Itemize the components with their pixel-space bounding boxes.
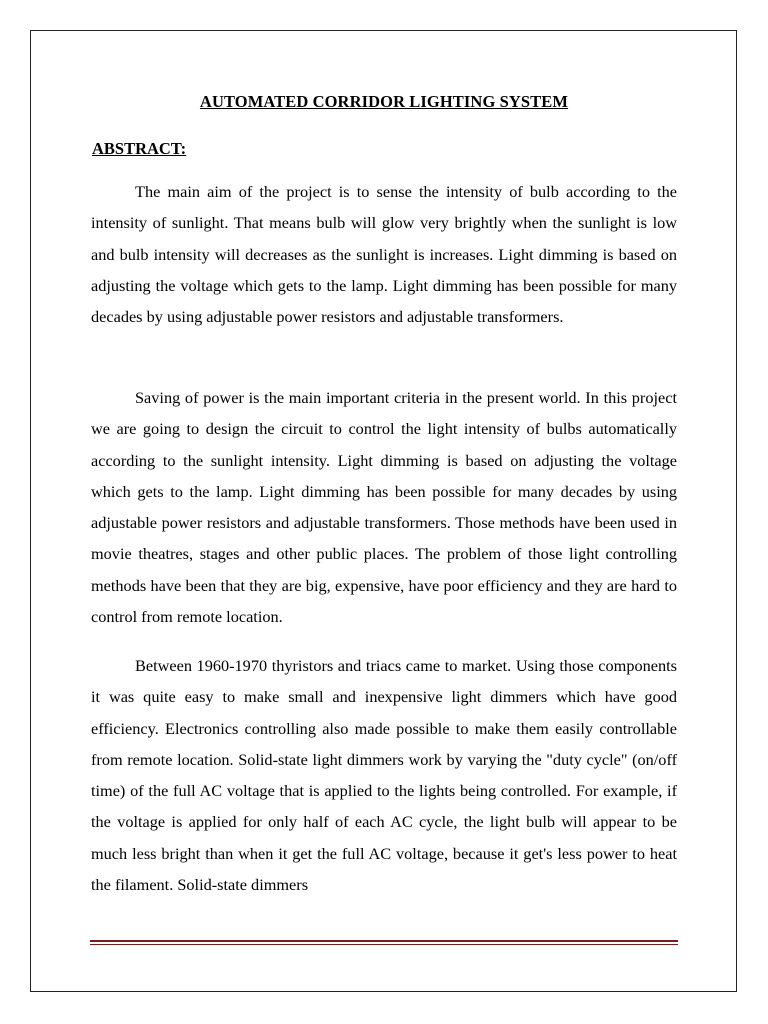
paragraph-3: Between 1960-1970 thyristors and triacs came to market. Using those components it was quite easy to make small and inexpensive light dimmers which have good efficiency. Electronics controlling also made possible to make them easily controllable from remote location. Solid-state light dimmers work by varying the "duty cycle" (on/off time) of the full AC voltage that is applied to the lights being controlled. For example, if the voltage is applied for only half of each AC cycle, the light bulb will appear to be much less bright than when it get the full AC voltage, because it get's less power to heat the filament. Solid-state dimmers [91, 656, 677, 895]
footer-rule [90, 940, 678, 945]
footer-rule-thin-line [90, 944, 678, 945]
section-heading-abstract: ABSTRACT: [92, 139, 187, 158]
paragraph-2: Saving of power is the main important criteria in the present world. In this project we are going to design the circuit to control the light intensity of bulbs automatically according to the sunlight intensity. Light dimming is based on adjusting the voltage which gets to the lamp. Light dimming has been possible for many decades by using adjustable power resistors and adjustable transformers. Those methods have been used in movie theatres, stages and other public places. The problem of those light controlling methods have been that they are big, expensive, have poor efficiency and they are hard to control from remote location. [91, 388, 677, 627]
paragraph-1: The main aim of the project is to sense the intensity of bulb according to the intensity of sunlight. That means bulb will glow very brightly when the sunlight is low and bulb intensity will decreases as the sunlight is increases. Light dimming is based on adjusting the voltage which gets to the lamp. Light dimming has been possible for many decades by using adjustable power resistors and adjustable transformers. [91, 182, 677, 327]
document-title: AUTOMATED CORRIDOR LIGHTING SYSTEM [199, 92, 569, 111]
